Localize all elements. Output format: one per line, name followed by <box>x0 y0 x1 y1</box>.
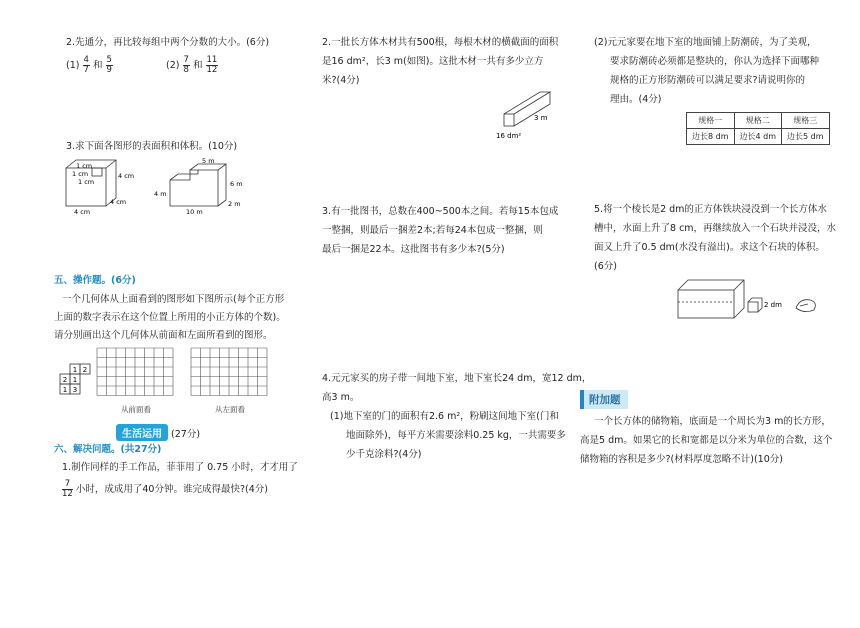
sec5-line: 一个几何体从上面看到的图形如下图所示(每个正方形 <box>62 294 285 305</box>
fig1-label: 4 cm <box>118 172 135 180</box>
fig1-label: 1 cm <box>78 178 95 186</box>
front-caption: 从前面看 <box>121 405 151 414</box>
spec-value: 边长5 dm <box>782 129 830 145</box>
cube-figure <box>62 156 142 216</box>
fig2-label: 6 m <box>230 180 243 188</box>
step-prism-figure <box>150 156 250 216</box>
fig2-label: 2 m <box>228 200 241 208</box>
fig1-label: 4 cm <box>74 208 91 216</box>
c3-q4-2-line: 理由。(4分) <box>610 94 662 105</box>
top-view-count: 1 <box>72 376 78 384</box>
q2-part2: (2) $\frac{7}{8}$ 和 $\frac{11}{12}$ <box>166 55 218 75</box>
c2-q3-line: 最后一捆是22本。这批图书有多少本?(5分) <box>322 244 505 255</box>
spec-header: 规格二 <box>734 113 782 129</box>
c2-q2-line: 是16 dm²，长3 m(如图)。这批木材一共有多少立方 <box>322 56 544 67</box>
sec5-title: 五、操作题。(6分) <box>54 275 136 286</box>
fraction: $\frac{11}{12}$ <box>206 55 218 75</box>
left-caption: 从左面看 <box>215 405 245 414</box>
spec-value: 边长4 dm <box>734 129 782 145</box>
sec5-line: 上面的数字表示在这个位置上所用的小正方体的个数)。 <box>54 312 286 323</box>
water-tank-figure <box>672 276 832 322</box>
fig2-label: 5 m <box>202 157 215 165</box>
c3-q5-line: 面又上升了0.5 dm(水没有溢出)。求这个石块的体积。 <box>594 242 825 253</box>
life-badge: 生活运用 <box>116 424 168 441</box>
sec5-line: 请分别画出这个几何体从前面和左面所看到的图形。 <box>54 330 273 341</box>
fig1-label: 1 cm <box>76 162 93 170</box>
fig1-label: 4 cm <box>110 198 127 206</box>
top-view-count: 2 <box>82 366 88 374</box>
life-section-header <box>116 424 200 441</box>
left-view-grid[interactable] <box>190 346 270 402</box>
spec-header: 规格三 <box>782 113 830 129</box>
fraction: $\frac{7}{8}$ <box>183 55 189 75</box>
fig1-label: 1 cm <box>72 170 89 178</box>
q6-1-line1: 1.制作同样的手工作品，菲菲用了 0.75 小时，才才用了 <box>62 462 298 473</box>
c2-q4-1-line: 少千克涂料?(4分) <box>346 449 422 460</box>
sec6-title: 六、解决问题。(共27分) <box>54 444 162 455</box>
q6-1-line2: $\frac{7}{12}$ 小时，成成用了40分钟。谁完成得最快?(4分) <box>62 479 268 499</box>
c3-q4-2-line: 规格的正方形防潮砖可以满足要求?请说明你的 <box>610 75 806 86</box>
stone-icon <box>796 300 815 312</box>
c3-q5-line: (6分) <box>594 261 617 272</box>
wood-length-label: 3 m <box>534 114 548 122</box>
extra-line: 一个长方体的储物箱，底面是一个周长为3 m的长方形， <box>594 416 831 427</box>
c2-q2-line: 米?(4分) <box>322 75 360 86</box>
iron-cube <box>748 302 758 312</box>
c2-q3-line: 3.有一批图书，总数在400~500本之间。若每15本包成 <box>322 206 559 217</box>
wood-area-label: 16 dm² <box>496 132 522 140</box>
wood-beam-figure <box>494 88 564 144</box>
c3-q5-line: 5.将一个棱长是2 dm的正方体铁块浸没到一个长方体水 <box>594 204 827 215</box>
fraction: $\frac{7}{12}$ <box>62 479 73 499</box>
c2-q4-1-line: 地面除外)，每平方米需要涂料0.25 kg，一共需要多 <box>346 430 566 441</box>
c3-q4-2-line: 要求防潮砖必须都是整块的，你认为选择下面哪种 <box>610 56 820 67</box>
extra-line: 高是5 dm。如果它的长和宽都是以分米为单位的合数，这个 <box>580 435 833 446</box>
top-view-count: 2 <box>62 376 68 384</box>
spec-header: 规格一 <box>687 113 735 129</box>
c2-q4-line: 4.元元家买的房子带一间地下室，地下室长24 dm，宽12 dm， <box>322 373 592 384</box>
spec-table <box>686 112 830 145</box>
q3-title: 3.求下面各图形的表面积和体积。(10分) <box>66 141 238 152</box>
top-view-grid <box>58 362 94 398</box>
extra-line: 储物箱的容积是多少?(材料厚度忽略不计)(10分) <box>580 454 783 465</box>
c2-q4-1-line: (1)地下室的门的面积有2.6 m²，粉刷这间地下室(门和 <box>330 411 559 422</box>
top-view-count: 3 <box>72 386 78 394</box>
fraction: $\frac{5}{9}$ <box>106 55 112 75</box>
top-view-count: 1 <box>72 366 78 374</box>
life-score: (27分) <box>171 429 201 440</box>
fig2-label: 4 m <box>154 190 167 198</box>
c2-q3-line: 一整捆，则最后一捆差2本;若每24本包成一整捆，则 <box>322 225 543 236</box>
c3-q5-line: 槽中，水面上升了8 cm，再继续放入一个石块并浸没，水 <box>594 223 837 234</box>
cube-edge-label: 2 dm <box>764 301 782 309</box>
c2-q4-line: 高3 m。 <box>322 392 360 403</box>
front-view-grid[interactable] <box>96 346 176 402</box>
c3-q4-2-line: (2)元元家要在地下室的地面铺上防潮砖，为了美观， <box>594 37 817 48</box>
fraction: $\frac{4}{7}$ <box>83 55 89 75</box>
spec-value: 边长8 dm <box>687 129 735 145</box>
c2-q2-line: 2.一批长方体木材共有500根，每根木材的横截面的面积 <box>322 37 559 48</box>
q2-part1: (1) $\frac{4}{7}$ 和 $\frac{5}{9}$ <box>66 55 112 75</box>
extra-badge: 附加题 <box>580 390 628 409</box>
fig2-label: 10 m <box>186 208 203 216</box>
q2-title: 2.先通分，再比较每组中两个分数的大小。(6分) <box>66 37 270 48</box>
top-view-count: 1 <box>62 386 68 394</box>
